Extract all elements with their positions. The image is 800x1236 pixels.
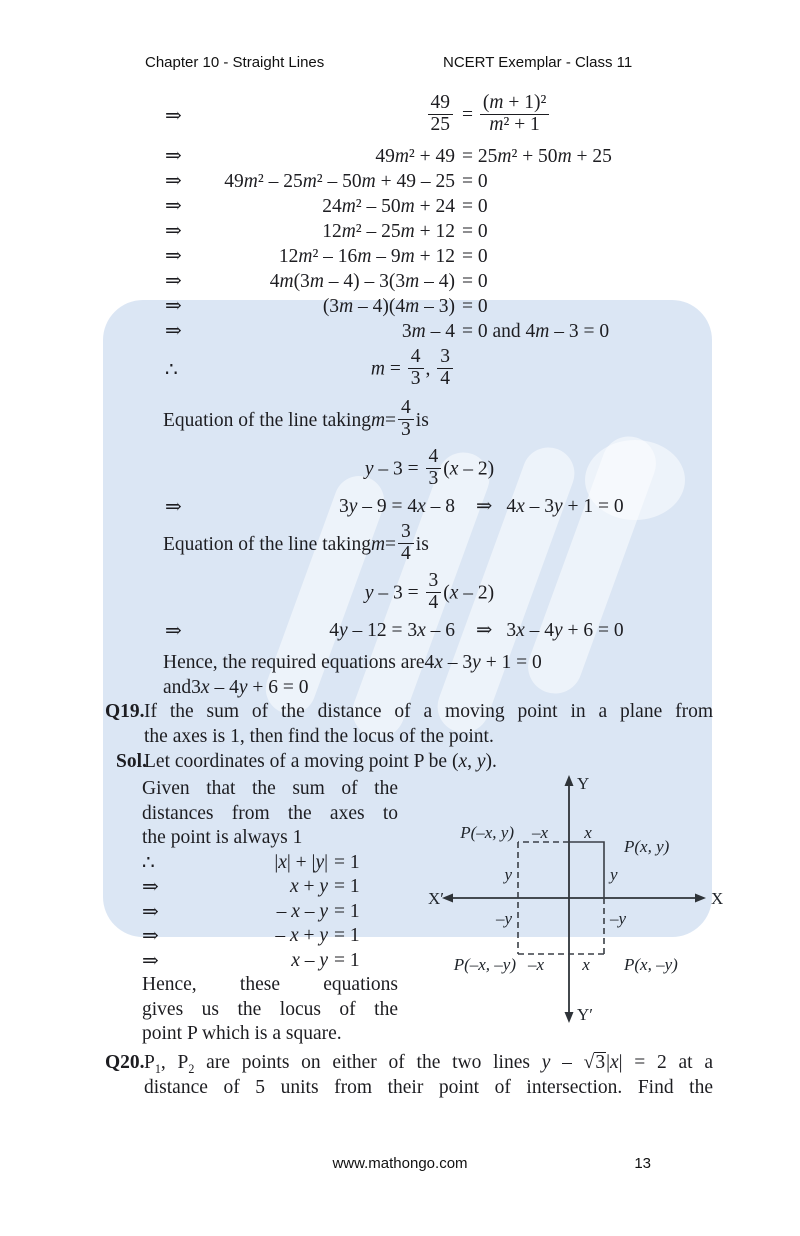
equation-lhs: (3m – 4)(4m – 3): [322, 295, 455, 317]
equation-rhs: ⇒ 4x – 3y + 1 = 0: [476, 496, 624, 518]
equation-lhs: [207, 92, 455, 137]
equation-rhs: = 0: [462, 195, 488, 217]
equation-rhs: = 25m² + 50m + 25: [462, 145, 612, 167]
paragraph-line: gives us the locus of the: [142, 998, 398, 1020]
relation-symbol: ⇒: [142, 949, 159, 972]
equation-row: [142, 924, 398, 949]
equation-rhs: ⇒ 3x – 4y + 6 = 0: [476, 620, 624, 642]
equation-rhs: = $\frac{\text{(m + 1)²}}{\text{m² + 1}}$: [455, 95, 713, 137]
equation-lhs: – x + y: [275, 925, 328, 947]
equation-row: [142, 851, 398, 876]
axes: [448, 784, 700, 1016]
paragraph-line: Hence, these equations: [142, 974, 398, 995]
equation-row: [142, 900, 398, 925]
equation-row: [142, 949, 398, 974]
fraction: $\frac{3}{4}$: [398, 522, 414, 564]
equation-rhs: = 0 and 4m – 3 = 0: [462, 320, 610, 342]
equation-row: [165, 570, 713, 618]
equation-lhs: 4y – 12 = 3x – 6: [329, 620, 455, 642]
paragraph-line: Hence, the required equations are 4x – 3y + 1 = 0: [163, 651, 542, 673]
relation-symbol: ⇒: [142, 876, 159, 899]
label-seg-bottom-left: –x: [527, 955, 545, 974]
equation-lhs: x + y: [289, 876, 328, 898]
paragraph-line: point P which is a square.: [142, 1023, 342, 1044]
equation-row: [165, 494, 713, 520]
equation-lhs: 49m² – 25m² – 50m + 49 – 25: [224, 170, 455, 192]
equation-row: [165, 294, 713, 319]
equation-lhs: 3y – 9 = 4x – 8: [338, 496, 455, 518]
equation-row: [165, 344, 713, 396]
label-point-bottom-left: P(–x, –y): [453, 955, 516, 974]
question-text: $P_1$, $P_2$ are points on either of the two lines y – √3|x| = 2 at a: [144, 1051, 713, 1076]
equation-rhs: = 0: [462, 270, 488, 292]
question-text: the axes is 1, then find the locus of the point.: [144, 726, 494, 747]
paragraph-line: Given that the sum of the: [142, 778, 398, 799]
label-seg-bottom-right: x: [582, 955, 590, 974]
question-text: distance of 5 units from their point of intersection. Find the: [144, 1077, 713, 1099]
equation-lhs: |x| + |y|: [274, 851, 328, 873]
label-point-bottom-right: P(x, –y): [624, 955, 678, 974]
paragraph-line: Equation of the line taking m = $\frac{3}{4}$ is: [163, 521, 429, 564]
fraction: $\frac{3}{4}$: [437, 347, 453, 389]
relation-symbol: ⇒: [165, 104, 182, 127]
label-y-left: y: [504, 865, 512, 884]
label-seg-top-right: x: [584, 823, 592, 842]
equation-lhs: 24m² – 50m + 24: [322, 195, 455, 217]
relation-symbol: ⇒: [165, 170, 182, 193]
question-text: Let coordinates of a moving point P be (x, y).: [144, 751, 497, 772]
equation-rhs: = 1: [334, 900, 360, 922]
equation-rhs: = 0: [462, 220, 488, 242]
equation-lhs: x – y: [291, 949, 328, 971]
fraction: $\frac{3}{4}$: [426, 571, 442, 613]
equation-lhs: 12m² – 25m + 12: [322, 220, 455, 242]
fraction: $\frac{4}{3}$: [426, 447, 442, 489]
equation-row: [142, 875, 398, 900]
relation-symbol: ⇒: [142, 925, 159, 948]
equation: y – 3 = $\frac{4}{3}$ (x – 2): [364, 446, 495, 489]
question-label: [105, 1076, 144, 1101]
equation-rhs: = 0: [462, 170, 488, 192]
question-text: If the sum of the distance of a moving point in a plane from: [144, 701, 713, 722]
locus-diagram: [428, 770, 730, 1040]
label-seg-top-left: –x: [531, 823, 549, 842]
fraction: $\frac{4}{3}$: [408, 347, 424, 389]
relation-symbol: ⇒: [142, 900, 159, 923]
footer-page-number: 13: [634, 1155, 651, 1172]
equation-row: [165, 169, 713, 194]
equation-lhs: – x – y: [276, 900, 328, 922]
question-label: Sol.: [116, 751, 147, 772]
equation-row: [165, 194, 713, 219]
label-neg-y-right: –y: [610, 909, 627, 928]
equation-row: [165, 244, 713, 269]
equation-lhs: 12m² – 16m – 9m + 12: [278, 245, 455, 267]
question-line: [105, 1051, 713, 1077]
header-book: NCERT Exemplar - Class 11: [443, 54, 633, 71]
axis-arrowheads: [442, 775, 706, 1023]
footer-site: www.mathongo.com: [332, 1155, 468, 1172]
equation-rhs: = 0: [462, 245, 488, 267]
equation-rhs: = 1: [334, 876, 360, 898]
relation-symbol: ∴: [165, 358, 178, 381]
question-line: [105, 1076, 713, 1101]
equation-row: [165, 88, 713, 144]
equation: y – 3 = $\frac{3}{4}$ (x – 2): [364, 570, 495, 613]
label-y-right: y: [610, 865, 618, 884]
fraction: $\frac{\text{(m + 1)²}}{\text{m² + 1}}$: [480, 93, 549, 135]
header-chapter: Chapter 10 - Straight Lines: [145, 54, 325, 71]
label-y-prime-axis: Y′: [577, 1005, 593, 1024]
question-line: [105, 725, 713, 750]
equation-row: [165, 319, 713, 344]
paragraph-line: Equation of the line taking m = $\frac{4}{3}$ is: [163, 397, 429, 440]
relation-symbol: ⇒: [165, 295, 182, 318]
fraction: $\frac{49}{25}$: [428, 93, 454, 135]
fraction: $\frac{4}{3}$: [398, 398, 414, 440]
relation-symbol: ⇒: [165, 195, 182, 218]
paragraph-line: and 3x – 4y + 6 = 0: [163, 676, 309, 698]
label-x-prime-axis: X′: [428, 889, 444, 908]
equation-row: [165, 144, 713, 169]
label-x-axis: X: [711, 889, 724, 908]
question-label: Q19.: [105, 701, 145, 722]
label-point-top-left: P(–x, y): [460, 823, 514, 842]
relation-symbol: ⇒: [165, 320, 182, 343]
equation-rhs: = 0: [462, 295, 488, 317]
equation-rhs: = 1: [334, 851, 360, 873]
paragraph-line: distances from the axes to: [142, 802, 398, 824]
question-label: [105, 725, 144, 750]
equation-row: [165, 269, 713, 294]
equation-rhs: = 1: [334, 925, 360, 947]
equation-lhs: 49m² + 49: [375, 145, 455, 167]
question-label: Q20.: [105, 1051, 145, 1073]
equation-row: [165, 219, 713, 244]
relation-symbol: ⇒: [165, 145, 182, 168]
equation-row: [165, 618, 713, 644]
equation-lhs: m = $\frac{4}{3}$ , $\frac{3}{4}$: [207, 349, 455, 391]
label-neg-y-left: –y: [495, 909, 512, 928]
radical: √3: [583, 1051, 606, 1073]
label-point-top-right: P(x, y): [624, 837, 670, 856]
label-y-axis: Y: [577, 774, 590, 793]
relation-symbol: ⇒: [165, 245, 182, 268]
relation-symbol: ⇒: [165, 495, 182, 518]
relation-symbol: ⇒: [165, 270, 182, 293]
question-line: [105, 700, 713, 725]
equation-lhs: 3m – 4: [401, 320, 455, 342]
equation-rhs: = 1: [334, 949, 360, 971]
relation-symbol: ⇒: [165, 619, 182, 642]
paragraph-line: the point is always 1: [142, 827, 303, 848]
relation-symbol: ⇒: [165, 220, 182, 243]
relation-symbol: ∴: [142, 851, 155, 874]
equation-row: [165, 446, 713, 494]
equation-lhs: 4m(3m – 4) – 3(3m – 4): [269, 270, 455, 292]
